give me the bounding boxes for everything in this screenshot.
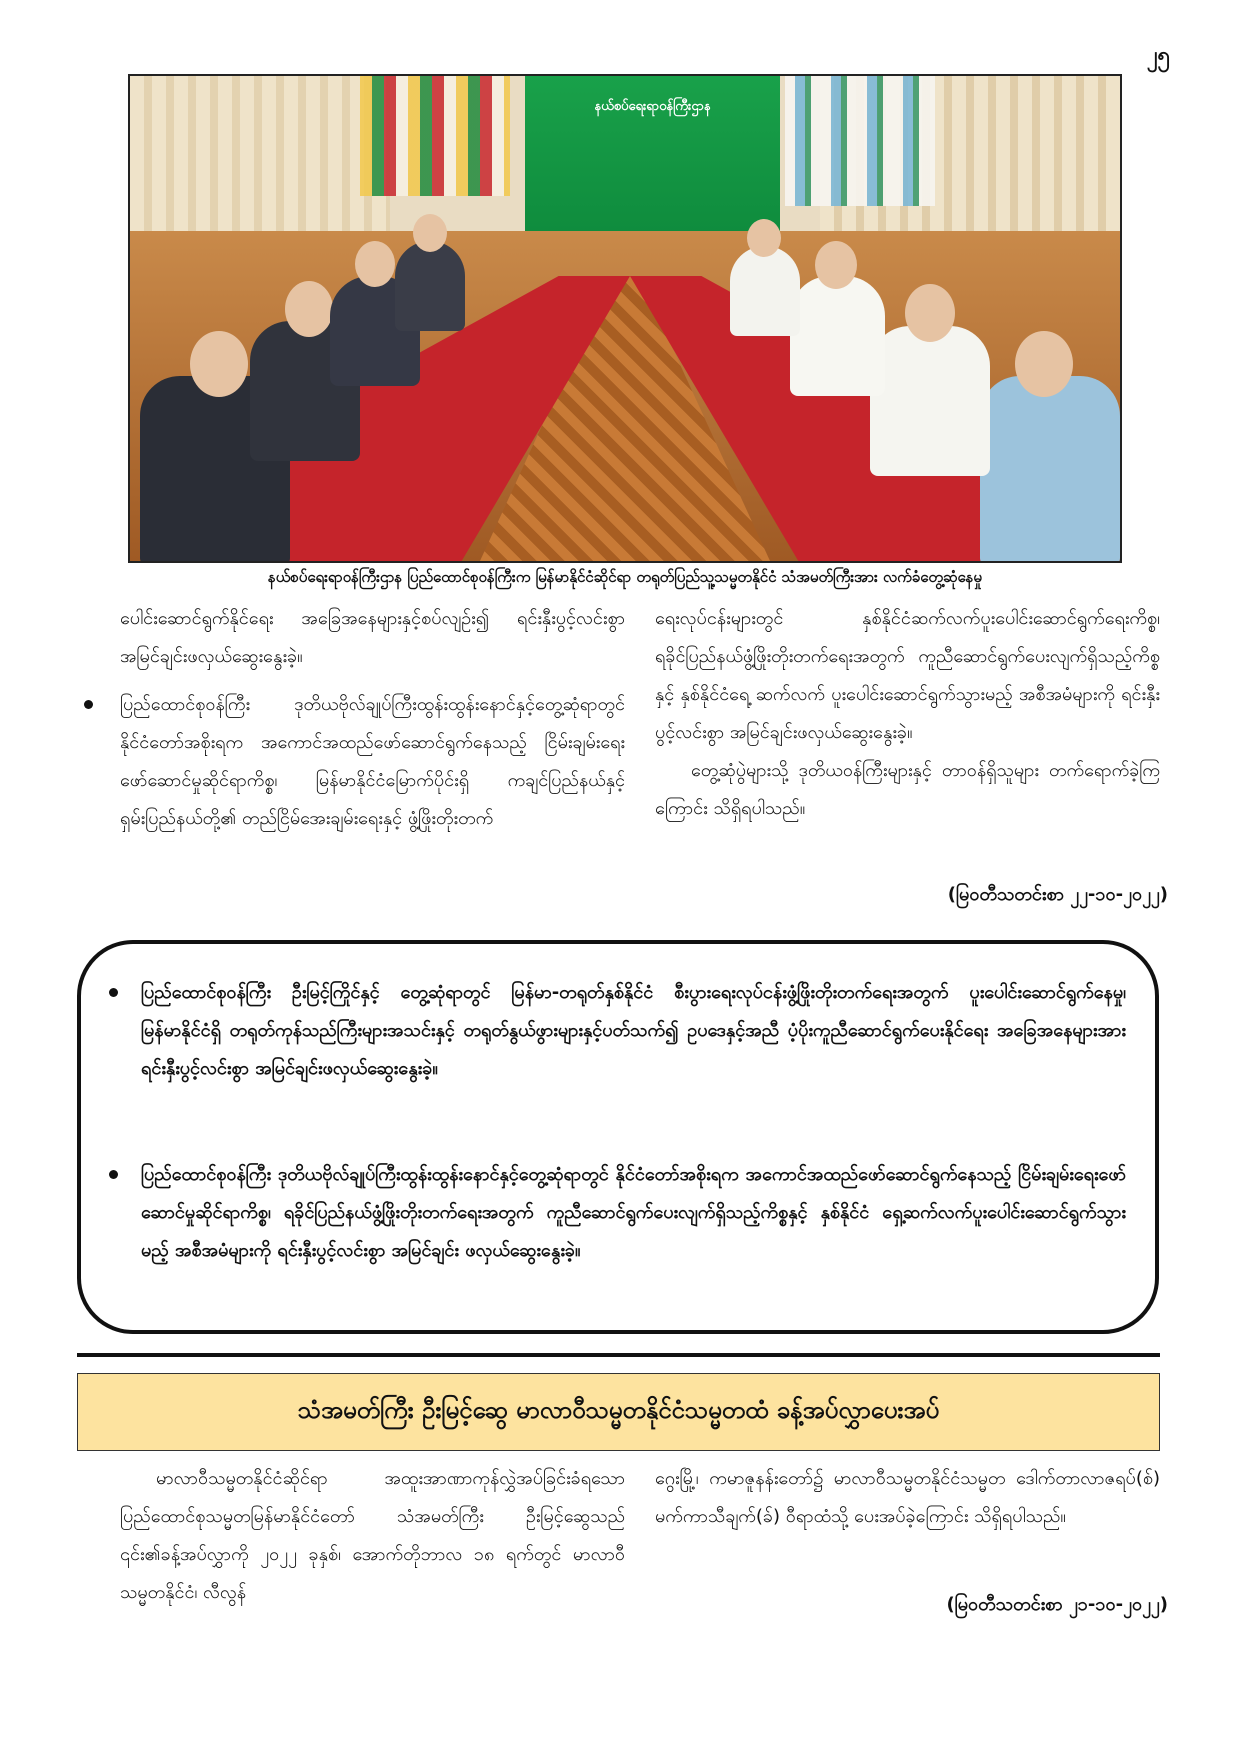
green-backdrop xyxy=(525,76,780,246)
person-left-2-head xyxy=(285,281,333,337)
person-right-2 xyxy=(870,326,990,476)
article2-paragraph-continued: ဂွေးမြို့၊ ကမာဇူနန်းတော်၌ မာလာဝီသမ္မတနိုင်ငံသမ္မတ ဒေါက်တာလာဇရပ်(စ်) မက်ကာသီချက်(ခ်) ဝီရာထံသို့ ပေးအပ်ခဲ့ကြောင်း သိရှိရပါသည်။ xyxy=(655,1468,1160,1527)
person-left-3-head xyxy=(355,241,395,287)
article1-bullet xyxy=(120,686,625,838)
person-left-4 xyxy=(395,241,465,331)
article1-bullet-text: ပြည်ထောင်စုဝန်ကြီး ဒုတိယဗိုလ်ချုပ်ကြီးထွန်းထွန်းနောင်နှင့်တွေ့ဆုံရာတွင် နိုင်ငံတော်အစိုးရက အကောင်အထည်ဖော်ဆောင်ရွက်နေသည့် ငြိမ်းချမ်းရေးဖော်ဆောင်မှုဆိုင်ရာကိစ္စ၊ မြန်မာနိုင်ငံမြောက်ပိုင်းရှိ ကချင်ပြည်နယ်နှင့် ရှမ်းပြည်နယ်တို့၏ တည်ငြိမ်အေးချမ်းရေးနှင့် ဖွံ့ဖြိုးတိုးတက် xyxy=(120,694,625,829)
article1-paragraph: ပေါင်းဆောင်ရွက်နိုင်ရေး အခြေအနေများနှင့်စပ်လျဉ်း၍ ရင်းနှီးပွင့်လင်းစွာ အမြင်ချင်းဖလှယ်ဆွေးနွေးခဲ့။ xyxy=(120,608,625,667)
bullet-icon xyxy=(84,700,93,709)
summary-item xyxy=(141,974,1126,1088)
article1-column-2 xyxy=(655,600,1160,828)
meeting-photo xyxy=(128,74,1122,563)
article1-closing-paragraph: တွေ့ဆုံပွဲများသို့ ဒုတိယဝန်ကြီးများနှင့် တာဝန်ရှိသူများ တက်ရောက်ခဲ့ကြကြောင်း သိရှိရပါသည်။ xyxy=(655,760,1160,819)
flags-left xyxy=(360,76,510,196)
page-number: ၂၅ xyxy=(1146,43,1170,68)
summary-box xyxy=(77,940,1159,1334)
article2-column-1 xyxy=(120,1460,625,1612)
bullet-icon xyxy=(109,988,118,997)
article2-column-2 xyxy=(655,1460,1160,1536)
person-left-1-head xyxy=(190,331,248,397)
article2-paragraph: မာလာဝီသမ္မတနိုင်ငံဆိုင်ရာ အထူးအာဏာကုန်လွှဲအပ်ခြင်းခံရသော ပြည်ထောင်စုသမ္မတမြန်မာနိုင်ငံတော် သံအမတ်ကြီး ဦးမြင့်ဆွေသည် ၎င်း၏ခန့်အပ်လွှာကို ၂၀၂၂ ခုနှစ်၊ အောက်တိုဘာလ ၁၈ ရက်တွင် မာလာဝီသမ္မတနိုင်ငံ၊ လီလွန် xyxy=(120,1468,625,1603)
person-right-3-head xyxy=(815,241,857,289)
backdrop-title: နယ်စပ်ရေးရာဝန်ကြီးဌာန xyxy=(594,99,711,114)
article1-paragraph-continued: ရေးလုပ်ငန်းများတွင် နှစ်နိုင်ငံဆက်လက်ပူးပေါင်းဆောင်ရွက်ရေးကိစ္စ၊ ရခိုင်ပြည်နယ်ဖွံ့ဖြိုးတိုးတက်ရေးအတွက် ကူညီဆောင်ရွက်ပေးလျက်ရှိသည့်ကိစ္စနှင့် နှစ်နိုင်ငံရေ့ ဆက်လက် ပူးပေါင်းဆောင်ရွက်သွားမည့် အစီအမံများကို ရင်းနှီးပွင့်လင်းစွာ အမြင်ချင်းဖလှယ်ဆွေးနွေးခဲ့။ xyxy=(655,608,1160,743)
photo-caption: နယ်စပ်ရေးရာဝန်ကြီးဌာန ပြည်ထောင်စုဝန်ကြီးက မြန်မာနိုင်ငံဆိုင်ရာ တရုတ်ပြည်သူ့သမ္မတနိုင်ငံ သံအမတ်ကြီးအား လက်ခံတွေ့ဆုံနေမှု xyxy=(268,568,982,586)
section-divider xyxy=(77,1353,1160,1357)
summary-item xyxy=(141,1156,1126,1270)
article1-column-1 xyxy=(120,600,625,838)
article2-source: (မြဝတီသတင်းစာ ၂၁-၁၀-၂၀၂၂) xyxy=(946,1594,1168,1615)
person-right-4-head xyxy=(747,219,781,257)
person-right-2-head xyxy=(905,284,955,342)
flags-right xyxy=(785,76,935,206)
summary-item-text: ပြည်ထောင်စုဝန်ကြီး ဦးမြင့်ကြိုင်နှင့် တွေ့ဆုံရာတွင် မြန်မာ-တရုတ်နှစ်နိုင်ငံ စီးပွားရေးလုပ်ငန်းဖွံ့ဖြိုးတိုးတက်ရေးအတွက် ပူးပေါင်းဆောင်ရွက်နေမှု၊ မြန်မာနိုင်ငံရှိ တရုတ်ကုန်သည်ကြီးများအသင်းနှင့် တရုတ်နွယ်ဖွားများနှင့်ပတ်သက်၍ ဥပဒေနှင့်အညီ ပံ့ပိုးကူညီဆောင်ရွက်ပေးနိုင်ရေး အခြေအနေများအား ရင်းနှီးပွင့်လင်းစွာ အမြင်ချင်းဖလှယ်ဆွေးနွေးခဲ့။ xyxy=(141,982,1126,1079)
person-right-1-head xyxy=(1015,331,1073,397)
person-left-4-head xyxy=(413,214,447,252)
bullet-icon xyxy=(109,1170,118,1179)
article2-headline-box xyxy=(77,1373,1160,1451)
article2-headline: သံအမတ်ကြီး ဦးမြင့်ဆွေ မာလာဝီသမ္မတနိုင်ငံသမ္မတထံ ခန့်အပ်လွှာပေးအပ် xyxy=(297,1396,940,1424)
summary-item-text: ပြည်ထောင်စုဝန်ကြီး ဒုတိယဗိုလ်ချုပ်ကြီးထွန်းထွန်းနောင်နှင့်တွေ့ဆုံရာတွင် နိုင်ငံတော်အစိုးရက အကောင်အထည်ဖော်ဆောင်ရွက်နေသည့် ငြိမ်းချမ်းရေးဖော်ဆောင်မှုဆိုင်ရာကိစ္စ၊ ရခိုင်ပြည်နယ်ဖွံ့ဖြိုးတိုးတက်ရေးအတွက် ကူညီဆောင်ရွက်ပေးလျက်ရှိသည့်ကိစ္စနှင့် နှစ်နိုင်ငံ ရှေ့ဆက်လက်ပူးပေါင်းဆောင်ရွက်သွားမည့် အစီအမံများကို ရင်းနှီးပွင့်လင်းစွာ အမြင်ချင်း ဖလှယ်ဆွေးနွေးခဲ့။ xyxy=(141,1164,1126,1261)
person-right-4 xyxy=(730,246,800,336)
article1-source: (မြဝတီသတင်းစာ ၂၂-၁၀-၂၀၂၂) xyxy=(947,884,1168,905)
person-right-3 xyxy=(790,276,885,396)
person-right-1 xyxy=(980,376,1120,563)
